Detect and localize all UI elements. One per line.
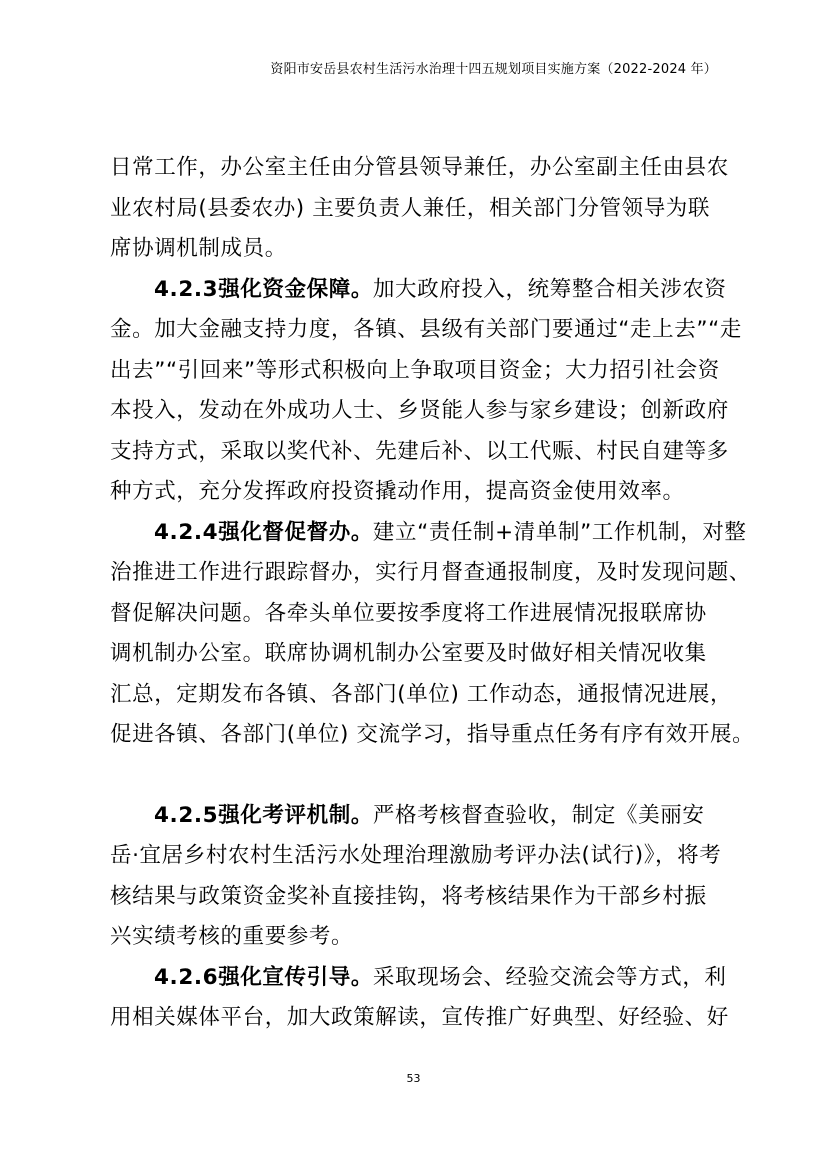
paragraph-continuation <box>110 148 730 270</box>
text-line: 治推进工作进行跟踪督办，实行月督查通报制度，及时发现问题、 <box>110 560 751 585</box>
paragraph-4-2-6 <box>110 958 730 1039</box>
document-body <box>110 148 755 1039</box>
text-line: 日常工作，办公室主任由分管县领导兼任，办公室副主任由县农 <box>110 155 729 180</box>
text-line: 席协调机制成员。 <box>110 236 287 261</box>
paragraph-4-2-4 <box>110 513 755 756</box>
section-heading-4-2-6: 4.2.6强化宣传引导。 <box>154 964 373 990</box>
text-segment: 加大政府投入，统筹整合相关涉农资 <box>372 276 727 302</box>
text-line: 岳·宜居乡村农村生活污水处理治理激励考评办法(试行)》，将考 <box>110 843 722 868</box>
text-line: 种方式，充分发挥政府投资撬动作用，提高资金使用效率。 <box>110 479 685 504</box>
text-line: 出去”“引回来”等形式积极向上争取项目资金；大力招引社会资 <box>110 357 720 383</box>
running-header: 资阳市安岳县农村生活污水治理十四五规划项目实施方案（2022-2024 年） <box>270 62 717 77</box>
page-number: 53 <box>406 1072 421 1085</box>
text-line: 核结果与政策资金奖补直接挂钩，将考核结果作为干部乡村振 <box>110 883 707 909</box>
text-segment: 建立“责任制+清单制”工作机制，对整 <box>372 519 747 545</box>
paragraph-spacer <box>110 756 730 796</box>
text-line: 本投入，发动在外成功人士、乡贤能人参与家乡建设；创新政府 <box>110 398 729 423</box>
section-heading-4-2-4: 4.2.4强化督促督办。 <box>154 519 373 545</box>
text-segment: 采取现场会、经验交流会等方式，利 <box>372 964 727 990</box>
text-line-first <box>110 796 730 837</box>
paragraph-4-2-3 <box>110 270 742 513</box>
text-line: 用相关媒体平台，加大政策解读，宣传推广好典型、好经验、好 <box>110 1005 729 1030</box>
text-line-first <box>110 513 747 554</box>
text-line: 调机制办公室。联席协调机制办公室要及时做好相关情况收集 <box>110 641 707 666</box>
text-line: 督促解决问题。各牵头单位要按季度将工作进展情况报联席协 <box>110 600 707 626</box>
text-segment: 严格考核督查验收，制定《美丽安 <box>372 802 705 828</box>
section-heading-4-2-5: 4.2.5强化考评机制。 <box>154 802 373 828</box>
text-line: 金。加大金融支持力度，各镇、县级有关部门要通过“走上去”“走 <box>110 317 742 342</box>
section-heading-4-2-3: 4.2.3强化资金保障。 <box>154 276 373 302</box>
text-line: 兴实绩考核的重要参考。 <box>110 924 354 949</box>
text-line-first <box>110 270 730 311</box>
paragraph-4-2-5 <box>110 796 730 958</box>
text-line: 业农村局(县委农办) 主要负责人兼任，相关部门分管领导为联 <box>110 195 711 221</box>
text-line: 支持方式，采取以奖代补、先建后补、以工代赈、村民自建等多 <box>110 438 729 464</box>
text-line: 促进各镇、各部门(单位) 交流学习，指导重点任务有序有效开展。 <box>110 722 755 747</box>
text-line-first <box>110 958 730 999</box>
text-line: 汇总，定期发布各镇、各部门(单位) 工作动态，通报情况进展， <box>110 681 733 707</box>
